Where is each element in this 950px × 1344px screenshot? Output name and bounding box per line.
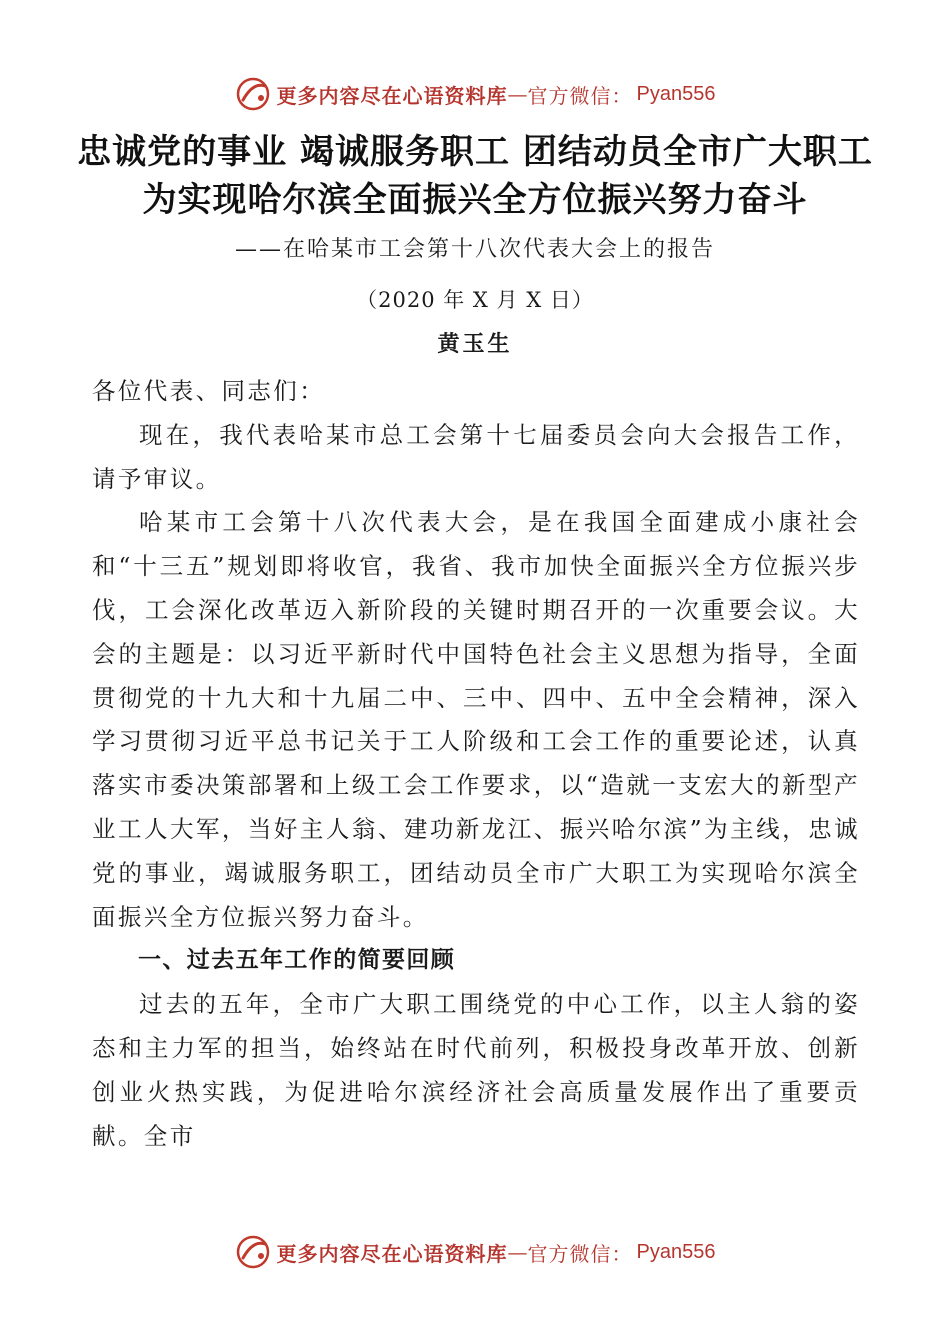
header-banner [0,74,950,114]
document-date: （2020 年 X 月 X 日） [356,288,594,312]
section-heading: 一、过去五年工作的简要回顾 [138,947,456,974]
footer-banner [0,1232,950,1272]
document-author: 黄玉生 [437,331,513,357]
banner-separator: — [507,1240,528,1264]
document-subtitle: ——在哈某市工会第十八次代表大会上的报告 [234,237,715,262]
banner-wechat-label: 官方微信： [527,83,633,108]
salutation: 各位代表、同志们： [92,377,326,405]
body-paragraph: 现在，我代表哈某市总工会第十七届委员会向大会报告工作，请予审议。 [92,420,860,493]
banner-brand-text: 更多内容尽在心语资料库 [276,83,508,108]
document-title: 忠诚党的事业 竭诚服务职工 团结动员全市广大职工为实现哈尔滨全面振兴全方位振兴努力奋斗 [77,132,873,220]
body-paragraph: 过去的五年，全市广大职工围绕党的中心工作，以主人翁的姿态和主力军的担当，始终站在时代前列，积极投身改革开放、创新创业火热实践，为促进哈尔滨经济社会高质量发展作出了重要贡献。全市 [92,990,860,1150]
banner-brand-text: 更多内容尽在心语资料库 [276,1241,508,1266]
banner-wechat-id: Pyan556 [636,1240,716,1263]
banner-separator: — [507,82,528,106]
banner-wechat-id: Pyan556 [636,82,716,105]
banner-wechat-label: 官方微信： [527,1241,633,1266]
brand-logo-icon [235,76,271,112]
body-paragraph: 哈某市工会第十八次代表大会，是在我国全面建成小康社会和“十三五”规划即将收官，我省、我市加快全面振兴全方位振兴步伐，工会深化改革迈入新阶段的关键时期召开的一次重要会议。大会的主题是：以习近平新时代中国特色社会主义思想为指导，全面贯彻党的十九大和十九届二中、三中、四中、五中全会精神，深入学习贯彻习近平总书记关于工人阶级和工会工作的重要论述，认真落实市委决策部署和上级工会工作要求，以“造就一支宏大的新型产业工人大军，当好主人翁、建功新龙江、振兴哈尔滨”为主线，忠诚党的事业，竭诚服务职工，团结动员全市广大职工为实现哈尔滨全面振兴全方位振兴努力奋斗。 [92,508,860,931]
brand-logo-icon [235,1234,271,1270]
document-body [92,370,860,1158]
